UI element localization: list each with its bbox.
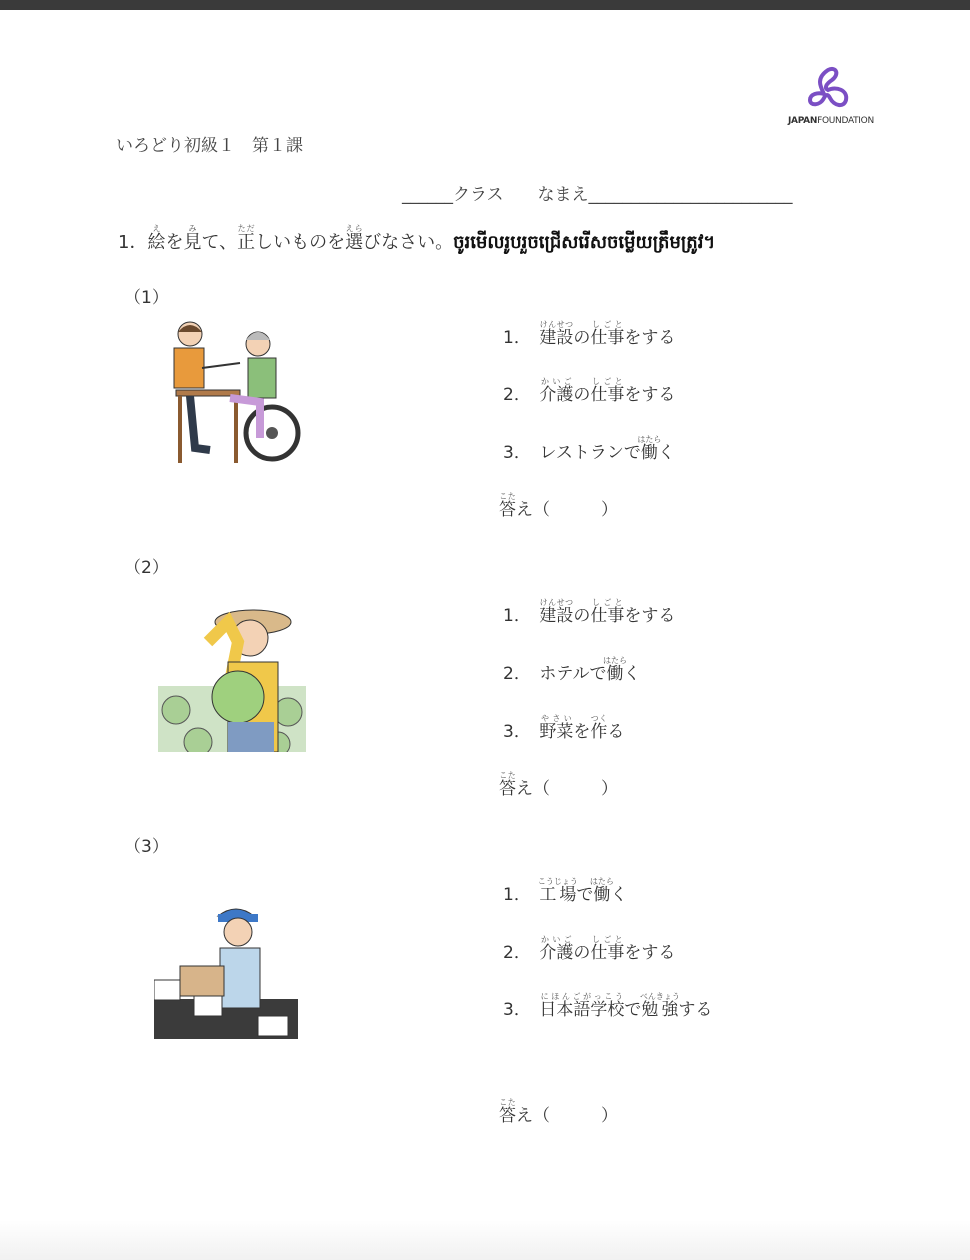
furigana-reading: み (183, 224, 202, 233)
furigana-word: 働はたら (602, 656, 627, 684)
text-segment: の (573, 606, 591, 626)
furigana-reading: にほんごがっこう (539, 992, 625, 1001)
furigana-reading: つく (590, 714, 608, 723)
text-segment: をする (624, 943, 676, 963)
text-segment: で (576, 885, 594, 905)
furigana-reading: はたら (637, 435, 662, 444)
furigana-reading: べんきょう (639, 992, 680, 1001)
text-segment: する (678, 1000, 713, 1020)
text-segment: をする (624, 328, 676, 348)
farmer-holding-cabbage-image (158, 602, 306, 752)
furigana-reading: しごと (590, 598, 625, 607)
option-1[interactable] (503, 320, 675, 348)
option-3[interactable] (503, 992, 712, 1020)
text-segment: びなさい。 (363, 232, 454, 253)
butterfly-logo-icon (806, 66, 850, 112)
page-bottom-edge (0, 1220, 970, 1260)
answer-field[interactable] (499, 1098, 618, 1126)
furigana-word: 仕事しごと (590, 320, 625, 348)
window-top-bar (0, 0, 970, 10)
furigana-reading: しごと (590, 935, 625, 944)
furigana-reading: えら (345, 224, 364, 233)
caregiver-feeding-elderly-image (160, 318, 305, 468)
furigana-reading: こた (499, 1098, 516, 1107)
question-label: （3） (124, 837, 169, 857)
furigana-word: 工場こうじょう (537, 877, 578, 905)
furigana-word: 選えら (345, 224, 364, 253)
furigana-word: 作つく (590, 714, 608, 742)
furigana-word: 勉強べんきょう (639, 992, 680, 1020)
furigana-word: 野菜やさい (539, 714, 574, 742)
text-segment: え（ ） (516, 779, 618, 799)
furigana-word: 建設けんせつ (539, 320, 574, 348)
furigana-reading: やさい (539, 714, 574, 723)
furigana-word: 見み (183, 224, 202, 253)
text-segment: 2． (503, 943, 540, 963)
text-segment: く (610, 885, 628, 905)
text-segment: く (623, 664, 641, 684)
text-segment: 3． (503, 1000, 540, 1020)
text-segment: をする (624, 385, 676, 405)
option-2[interactable] (503, 656, 640, 684)
furigana-reading: しごと (590, 320, 625, 329)
text-segment: で (624, 1000, 642, 1020)
instruction-number: 1． (118, 232, 148, 253)
furigana-word: 答こた (499, 771, 516, 799)
instruction (118, 224, 715, 257)
question-label: （2） (124, 558, 169, 578)
text-segment: え（ ） (516, 1106, 618, 1126)
worksheet-title: いろどり初級１ 第１課 (116, 136, 303, 156)
furigana-word: 仕事しごと (590, 377, 625, 405)
text-segment: レストランで (539, 443, 641, 463)
text-segment: 3． (503, 722, 540, 742)
text-segment: て、 (201, 232, 238, 253)
furigana-reading: はたら (589, 877, 614, 886)
furigana-word: 仕事しごと (590, 935, 625, 963)
text-segment: 2． (503, 385, 540, 405)
text-segment: く (657, 443, 675, 463)
japan-foundation-logo (788, 66, 874, 128)
text-segment: 1． (503, 328, 540, 348)
furigana-word: 建設けんせつ (539, 598, 574, 626)
text-segment: の (573, 943, 591, 963)
furigana-word: 働はたら (637, 435, 662, 463)
furigana-reading: こうじょう (537, 877, 578, 886)
option-2[interactable] (503, 377, 675, 405)
text-segment: を (573, 722, 591, 742)
text-segment: しいものを (255, 232, 346, 253)
furigana-word: 絵え (147, 224, 166, 253)
text-segment: ホテルで (539, 664, 607, 684)
furigana-reading: しごと (590, 377, 625, 386)
furigana-reading: かいご (539, 935, 574, 944)
furigana-reading: こた (499, 492, 516, 501)
option-3[interactable] (503, 714, 624, 742)
furigana-reading: ただ (237, 224, 256, 233)
text-segment: る (607, 722, 625, 742)
text-segment: 3． (503, 443, 540, 463)
text-segment: を (165, 232, 184, 253)
option-2[interactable] (503, 935, 675, 963)
answer-field[interactable] (499, 771, 618, 799)
text-segment: え（ ） (516, 500, 618, 520)
text-segment: の (573, 328, 591, 348)
furigana-word: 答こた (499, 492, 516, 520)
class-name-line: ______クラス なまえ________________________ (402, 185, 793, 205)
factory-worker-packing-boxes-image (154, 904, 298, 1039)
text-segment: 1． (503, 885, 540, 905)
option-3[interactable] (503, 435, 675, 463)
furigana-reading: けんせつ (539, 598, 574, 607)
furigana-reading: かいご (539, 377, 574, 386)
instruction-khmer: ចូរមើលរូបរួចជ្រើសរើសចម្លើយត្រឹមត្រូវ។ (453, 232, 716, 253)
furigana-word: 仕事しごと (590, 598, 625, 626)
text-segment: の (573, 385, 591, 405)
answer-field[interactable] (499, 492, 618, 520)
furigana-reading: はたら (602, 656, 627, 665)
furigana-word: 介護かいご (539, 935, 574, 963)
logo-text-light: FOUNDATION (817, 116, 874, 126)
furigana-word: 働はたら (589, 877, 614, 905)
question-label: （1） (124, 288, 169, 308)
furigana-word: 答こた (499, 1098, 516, 1126)
furigana-reading: けんせつ (539, 320, 574, 329)
text-segment: 1． (503, 606, 540, 626)
furigana-word: 日本語学校にほんごがっこう (539, 992, 625, 1020)
instruction-japanese (147, 224, 454, 253)
logo-text-bold: JAPAN (788, 116, 818, 126)
furigana-word: 介護かいご (539, 377, 574, 405)
furigana-reading: え (147, 224, 166, 233)
furigana-word: 正ただ (237, 224, 256, 253)
text-segment: をする (624, 606, 676, 626)
text-segment: 2． (503, 664, 540, 684)
furigana-reading: こた (499, 771, 516, 780)
option-1[interactable] (503, 877, 627, 905)
option-1[interactable] (503, 598, 675, 626)
